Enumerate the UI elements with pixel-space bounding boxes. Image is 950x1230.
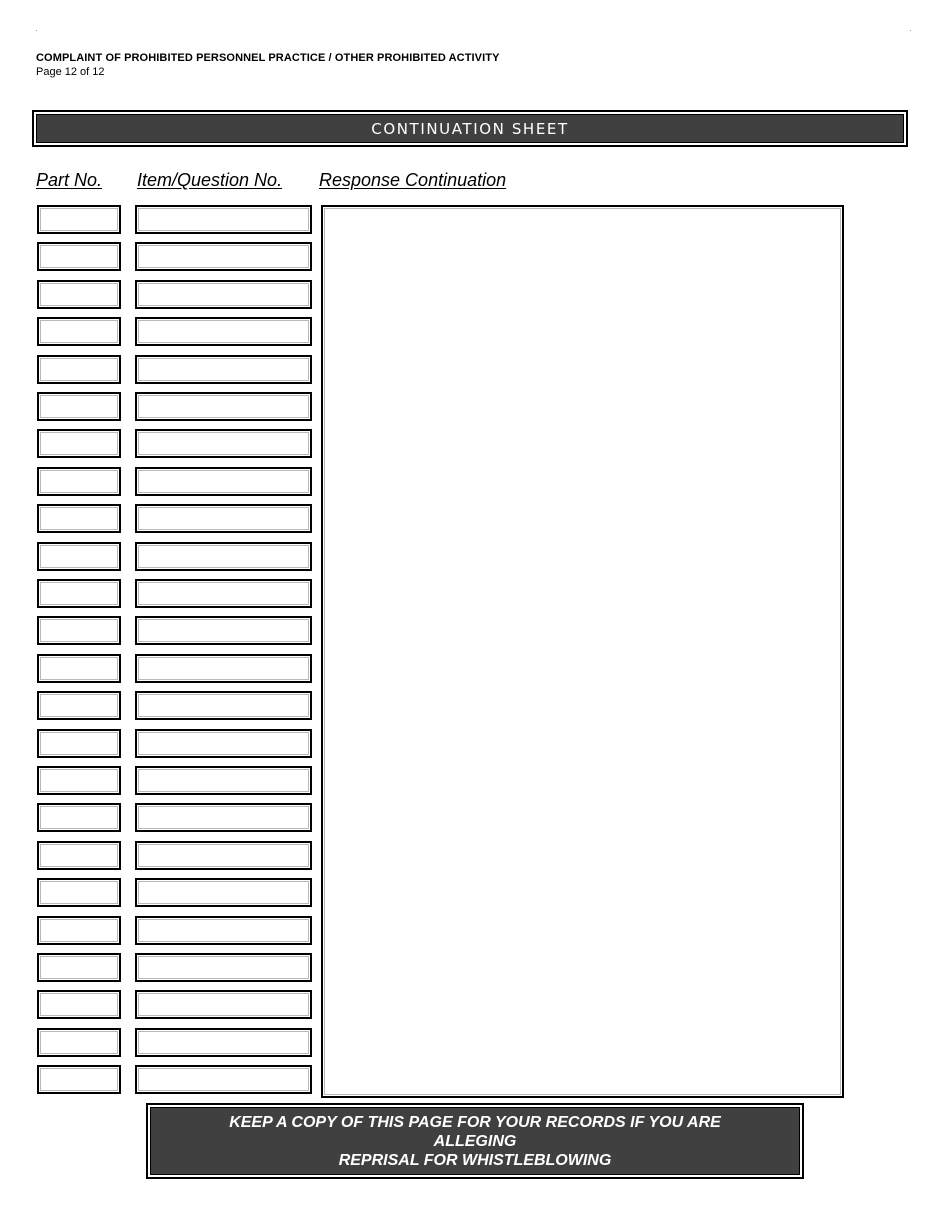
part-no-field[interactable] <box>37 953 121 982</box>
corner-mark-right <box>910 30 911 31</box>
part-no-field[interactable] <box>37 542 121 571</box>
item-question-no-field[interactable] <box>135 205 312 234</box>
part-no-field[interactable] <box>37 280 121 309</box>
banner-title: CONTINUATION SHEET <box>36 114 904 143</box>
response-continuation-field[interactable] <box>321 205 844 1098</box>
corner-mark-left <box>36 30 37 31</box>
part-no-field[interactable] <box>37 392 121 421</box>
continuation-banner <box>32 110 908 147</box>
item-question-no-field[interactable] <box>135 841 312 870</box>
part-no-field[interactable] <box>37 803 121 832</box>
part-no-field[interactable] <box>37 841 121 870</box>
part-no-field[interactable] <box>37 317 121 346</box>
item-question-no-field[interactable] <box>135 990 312 1019</box>
item-question-no-field[interactable] <box>135 242 312 271</box>
part-no-field[interactable] <box>37 242 121 271</box>
page-number: Page 12 of 12 <box>36 66 105 78</box>
footer-line-1: KEEP A COPY OF THIS PAGE FOR YOUR RECORDS IF YOU ARE <box>229 1113 721 1131</box>
part-no-field[interactable] <box>37 1028 121 1057</box>
part-no-field[interactable] <box>37 205 121 234</box>
part-no-field[interactable] <box>37 878 121 907</box>
item-question-no-field[interactable] <box>135 654 312 683</box>
part-no-field[interactable] <box>37 429 121 458</box>
item-question-no-field[interactable] <box>135 729 312 758</box>
part-no-field[interactable] <box>37 504 121 533</box>
part-no-field[interactable] <box>37 916 121 945</box>
item-question-no-field[interactable] <box>135 429 312 458</box>
item-question-no-field[interactable] <box>135 579 312 608</box>
part-no-field[interactable] <box>37 355 121 384</box>
footer-line-3: REPRISAL FOR WHISTLEBLOWING <box>338 1151 612 1169</box>
item-question-no-field[interactable] <box>135 916 312 945</box>
item-question-no-field[interactable] <box>135 392 312 421</box>
footer-notice-text <box>150 1107 800 1175</box>
item-question-no-field[interactable] <box>135 616 312 645</box>
item-question-no-field[interactable] <box>135 953 312 982</box>
item-question-no-field[interactable] <box>135 280 312 309</box>
item-no-heading: Item/Question No. <box>137 170 283 190</box>
part-no-field[interactable] <box>37 990 121 1019</box>
item-question-no-field[interactable] <box>135 766 312 795</box>
item-question-no-field[interactable] <box>135 317 312 346</box>
part-no-field[interactable] <box>37 654 121 683</box>
part-no-field[interactable] <box>37 691 121 720</box>
part-no-field[interactable] <box>37 579 121 608</box>
part-no-field[interactable] <box>37 616 121 645</box>
item-question-no-field[interactable] <box>135 803 312 832</box>
part-no-field[interactable] <box>37 766 121 795</box>
item-question-no-field[interactable] <box>135 467 312 496</box>
footer-notice <box>146 1103 804 1179</box>
part-no-field[interactable] <box>37 467 121 496</box>
item-question-no-field[interactable] <box>135 1065 312 1094</box>
item-question-no-field[interactable] <box>135 878 312 907</box>
part-no-field[interactable] <box>37 1065 121 1094</box>
item-question-no-field[interactable] <box>135 691 312 720</box>
item-question-no-field[interactable] <box>135 542 312 571</box>
response-heading: Response Continuation <box>319 170 507 190</box>
part-no-field[interactable] <box>37 729 121 758</box>
form-title: COMPLAINT OF PROHIBITED PERSONNEL PRACTICE / OTHER PROHIBITED ACTIVITY <box>36 52 500 64</box>
part-no-heading: Part No. <box>36 170 103 190</box>
footer-line-2: ALLEGING <box>433 1132 517 1150</box>
item-question-no-field[interactable] <box>135 504 312 533</box>
item-question-no-field[interactable] <box>135 1028 312 1057</box>
item-question-no-field[interactable] <box>135 355 312 384</box>
